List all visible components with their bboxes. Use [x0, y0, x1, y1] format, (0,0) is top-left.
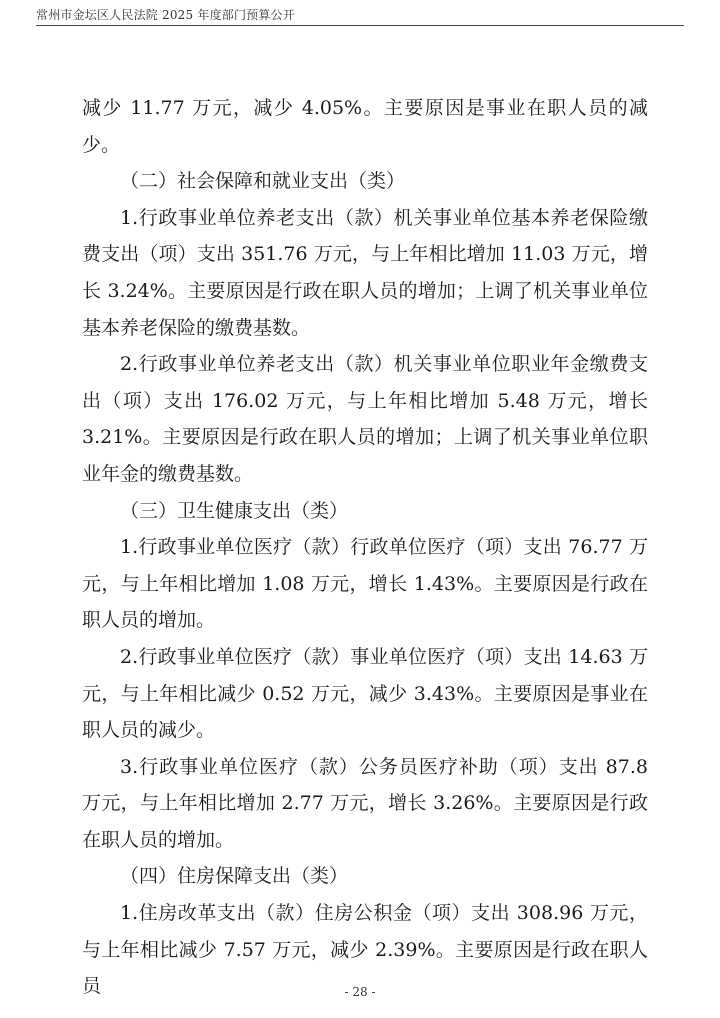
- section-heading-housing: （四）住房保障支出（类）: [120, 865, 349, 888]
- paragraph-continuation: 减少 11.77 万元，减少 4.05%。主要原因是事业在职人员的减少。: [82, 97, 648, 156]
- paragraph-housing-fund: 1.住房改革支出（款）住房公积金（项）支出 308.96 万元，与上年相比减少 7.57 万元，减少 2.39%。主要原因是行政在职人员: [82, 902, 648, 998]
- paragraph-occupational-annuity: 2.行政事业单位养老支出（款）机关事业单位职业年金缴费支出（项）支出 176.02 万元，与上年相比增加 5.48 万元，增长 3.21%。主要原因是行政在职人员的增加；上调了机关事业单位职业年金的缴费基数。: [82, 353, 648, 485]
- paragraph-civil-servant-medical: 3.行政事业单位医疗（款）公务员医疗补助（项）支出 87.8 万元，与上年相比增加 2.77 万元，增长 3.26%。主要原因是行政在职人员的增加。: [82, 755, 648, 851]
- section-heading-health: （三）卫生健康支出（类）: [120, 499, 349, 522]
- paragraph-institution-medical: 2.行政事业单位医疗（款）事业单位医疗（项）支出 14.63 万元，与上年相比减少 0.52 万元，减少 3.43%。主要原因是事业在职人员的减少。: [82, 645, 648, 742]
- section-heading-social-security: （二）社会保障和就业支出（类）: [120, 170, 406, 193]
- page-header-title: 常州市金坛区人民法院 2025 年度部门预算公开: [36, 8, 295, 22]
- paragraph-basic-pension: 1.行政事业单位养老支出（款）机关事业单位基本养老保险缴费支出（项）支出 351.76 万元，与上年相比增加 11.03 万元，增长 3.24%。主要原因是行政在职人员的增加；上调了机关事业单位基本养老保险的缴费基数。: [82, 206, 648, 339]
- document-body: [82, 90, 648, 1005]
- paragraph-admin-medical: 1.行政事业单位医疗（款）行政单位医疗（项）支出 76.77 万元，与上年相比增加 1.08 万元，增长 1.43%。主要原因是行政在职人员的增加。: [82, 536, 648, 632]
- page-number: - 28 -: [344, 985, 376, 999]
- header-divider: [36, 25, 684, 26]
